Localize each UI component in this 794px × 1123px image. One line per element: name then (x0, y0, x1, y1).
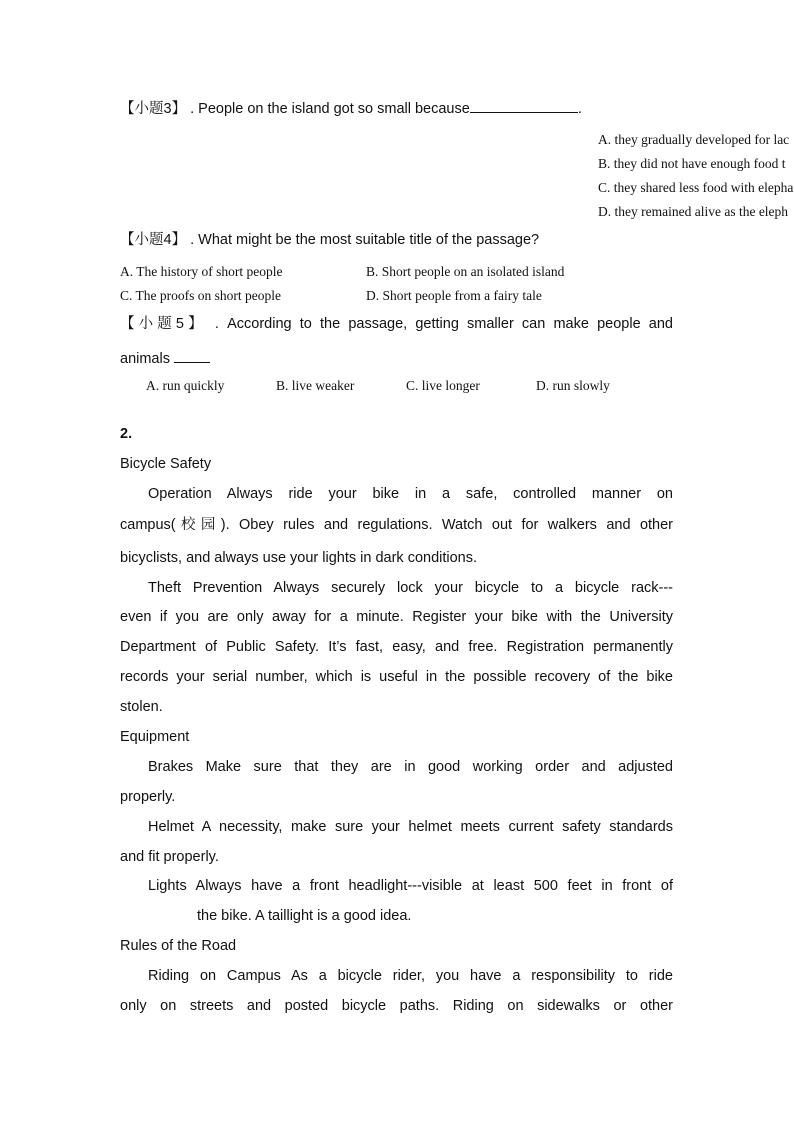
lights-paragraph-line-2: the bike. A taillight is a good idea. (197, 908, 412, 924)
question-5-label: 【小题5】 (120, 316, 207, 332)
theft-paragraph-line-5: stolen. (120, 699, 163, 715)
theft-paragraph-line-4: records your serial number, which is useful in the possible recovery of the bike (120, 669, 673, 685)
question-3-option-c: C. they shared less food with elepha (598, 180, 794, 195)
question-5-option-d: D. run slowly (536, 378, 610, 393)
question-3 (120, 98, 582, 119)
operation-paragraph-line-2: campus(校园). Obey rules and regulations. Watch out for walkers and other (120, 517, 673, 533)
question-5-option-a: A. run quickly (146, 378, 225, 393)
riding-paragraph-line-1: Riding on Campus As a bicycle rider, you have a responsibility to ride (148, 968, 673, 984)
answer-blank (470, 98, 578, 113)
question-4-text: . What might be the most suitable title of the passage? (190, 232, 540, 248)
brakes-paragraph-line-2: properly. (120, 789, 176, 805)
question-3-option-d: D. they remained alive as the eleph (598, 204, 789, 219)
question-4-option-a: A. The history of short people (120, 264, 283, 279)
operation-paragraph-line-3: bicyclists, and always use your lights in dark conditions. (120, 550, 478, 566)
lights-paragraph-line-1: Lights Always have a front headlight---visible at least 500 feet in front of (148, 878, 673, 894)
question-5-option-c: C. live longer (406, 378, 480, 393)
theft-paragraph-line-2: even if you are only away for a minute. Register your bike with the University (120, 609, 673, 625)
brakes-paragraph-line-1: Brakes Make sure that they are in good working order and adjusted (148, 759, 673, 775)
question-5-line-1 (120, 314, 673, 334)
question-4-option-c: C. The proofs on short people (120, 288, 281, 303)
passage-title: Bicycle Safety (120, 456, 212, 472)
theft-paragraph-line-1: Theft Prevention Always securely lock your bicycle to a bicycle rack--- (148, 580, 673, 596)
equipment-heading: Equipment (120, 729, 190, 745)
riding-paragraph-line-2: only on streets and posted bicycle paths. Riding on sidewalks or other (120, 998, 673, 1014)
question-5-text: . According to the passage, getting smaller can make people and (214, 316, 673, 332)
section-number: 2. (120, 426, 133, 442)
question-4-label: 【小题4】 (120, 232, 187, 248)
operation-paragraph-line-1: Operation Always ride your bike in a safe, controlled manner on (148, 486, 673, 502)
question-5-option-b: B. live weaker (276, 378, 355, 393)
question-3-option-a: A. they gradually developed for lac (598, 132, 790, 147)
question-3-end: . (577, 101, 582, 117)
answer-blank (174, 348, 210, 363)
question-4 (120, 230, 539, 250)
question-3-text: . People on the island got so small because (190, 101, 470, 117)
question-3-option-b: B. they did not have enough food t (598, 156, 786, 171)
question-3-label: 【小题3】 (120, 101, 187, 117)
helmet-paragraph-line-2: and fit properly. (120, 849, 219, 865)
question-5-text-2: animals (120, 351, 170, 367)
helmet-paragraph-line-1: Helmet A necessity, make sure your helmet meets current safety standards (148, 819, 673, 835)
theft-paragraph-line-3: Department of Public Safety. It’s fast, easy, and free. Registration permanently (120, 639, 673, 655)
question-4-option-d: D. Short people from a fairy tale (366, 288, 542, 303)
question-5-line-2 (120, 348, 210, 369)
rules-heading: Rules of the Road (120, 938, 237, 954)
question-4-option-b: B. Short people on an isolated island (366, 264, 565, 279)
